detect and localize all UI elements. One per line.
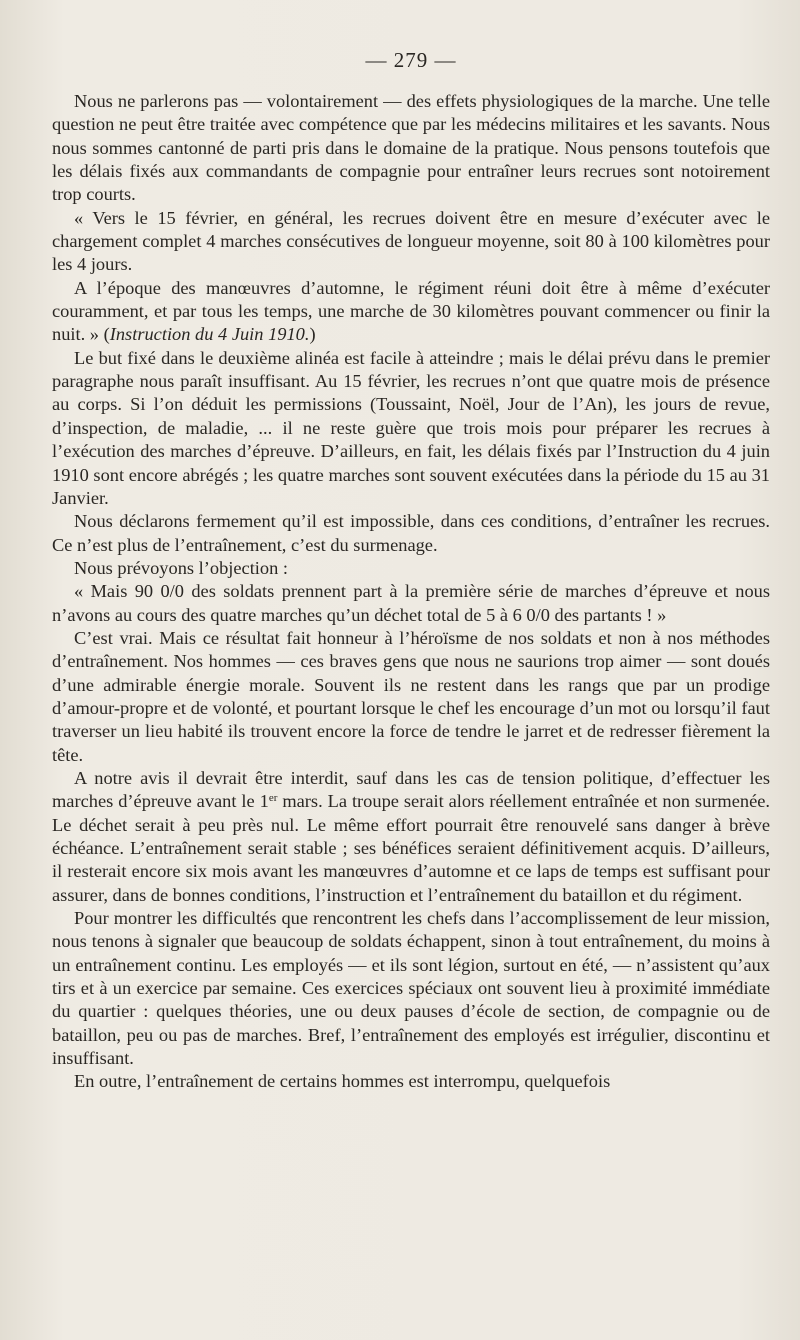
paragraph-10: Pour montrer les difficultés que rencontrent les chefs dans l’accomplissement de leur mission, nous tenons à signaler que beaucoup de soldats échappent, sinon à tout entraînement, du moins à un entraînement continu. Les employés — et ils sont légion, surtout en été, — n’assistent qu’aux tirs et à un exercice par semaine. Ces exercices spéciaux ont souvent lieu à proximité immédiate du quartier : quelques théories, une ou deux pauses d’école de section, de compagnie ou de bataillon, peu ou pas de marches. Bref, l’entraînement des employés est irrégulier, discontinu et insuffisant. <box>52 908 770 1069</box>
paragraph-7: « Mais 90 0/0 des soldats prennent part à la première série de marches d’épreuve et nous n’avons au cours des quatre marches qu’un déchet total de 5 à 6 0/0 des partants ! » <box>52 581 770 625</box>
paragraph-9-start: A notre avis il devrait être interdit, sauf dans les cas de tension politique, d’effectuer les marches d’épreuve avant le 1 <box>52 767 770 812</box>
page-number: — 279 — <box>365 48 457 72</box>
paragraph-3-tail: ) <box>309 324 316 345</box>
paragraph-9 <box>52 767 770 907</box>
paragraph-9-rest: mars. La troupe serait alors réellement entraînée et non surmenée. Le déchet serait à peu près nul. Le même effort pourrait être renouvelé sans danger à brève échéance. L’entraînement serait stable ; ses bénéfices seraient définitivement acquis. D’ailleurs, il resterait encore six mois avant les manœuvres d’automne et ce laps de temps est suffisant pour assurer, dans de bonnes conditions, l’instruction et l’entraînement du bataillon et du régiment. <box>52 791 770 905</box>
ordinal-superscript: er <box>268 792 278 805</box>
paragraph-8: C’est vrai. Mais ce résultat fait honneur à l’héroïsme de nos soldats et non à nos méthodes d’entraînement. Nos hommes — ces braves gens que nous ne saurions trop aimer — sont doués d’une admirable énergie morale. Souvent ils ne restent dans les rangs que par un prodige d’amour-propre et de volonté, et pourtant lorsque le chef les encourage d’un mot ou lorsqu’il faut traverser un lieu habité ils trouvent encore la force de tendre le jarret et de redresser fièrement la tête. <box>52 627 770 765</box>
paragraph-2: « Vers le 15 février, en général, les recrues doivent être en mesure d’exécuter avec le chargement complet 4 marches consécutives de longueur moyenne, soit 80 à 100 kilomètres pour les 4 jours. <box>52 207 770 275</box>
paragraph-4: Le but fixé dans le deuxième alinéa est facile à atteindre ; mais le délai prévu dans le premier paragraphe nous paraît insuffisant. Au 15 février, les recrues n’ont que quatre mois de présence au corps. Si l’on déduit les permissions (Toussaint, Noël, Jour de l’An), les jours de revue, d’inspection, de maladie, ... il ne reste guère que trois mois pour préparer les recrues à l’exécution des marches d’épreuve. D’ailleurs, en fait, les délais fixés par l’Instruction du 4 juin 1910 sont encore abrégés ; les quatre marches sont souvent exécutées dans la période du 15 au 31 Janvier. <box>52 347 770 508</box>
paragraph-6: Nous prévoyons l’objection : <box>74 557 289 578</box>
paragraph-11: En outre, l’entraînement de certains hommes est interrompu, quelquefois <box>74 1071 611 1092</box>
paragraph-5: Nous déclarons fermement qu’il est impossible, dans ces conditions, d’entraîner les recrues. Ce n’est plus de l’entraînement, c’est du surmenage. <box>52 511 770 555</box>
instruction-citation: Instruction du 4 Juin 1910. <box>109 324 310 345</box>
paragraph-1: Nous ne parlerons pas — volontairement — des effets physiologiques de la marche. Une telle question ne peut être traitée avec compétence que par les médecins militaires et les savants. Nous nous sommes cantonné de parti pris dans le domaine de la pratique. Nous pensons toutefois que les délais fixés aux commandants de compagnie pour entraîner leurs recrues sont notoirement trop courts. <box>52 91 770 205</box>
paragraph-3-text: A l’époque des manœuvres d’automne, le régiment réuni doit être à même d’exécuter couramment, et par tous les temps, une marche de 30 kilomètres pouvant commencer ou finir la nuit. » ( <box>52 277 770 345</box>
paragraph-3 <box>52 277 770 347</box>
